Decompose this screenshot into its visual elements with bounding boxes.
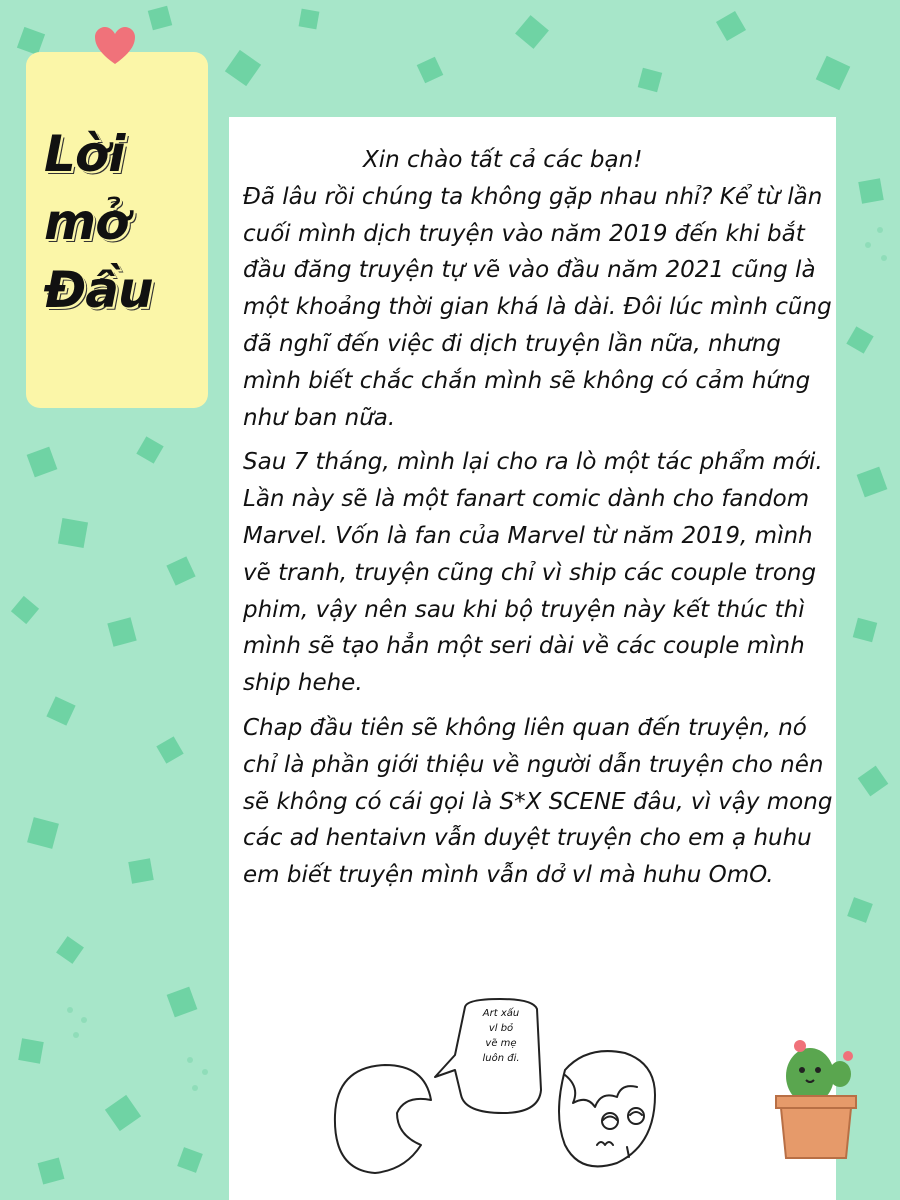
heading-line-2: mở <box>44 193 129 251</box>
letter-paragraph-3: Chap đầu tiên sẽ không liên quan đến truyện, nó chỉ là phần giới thiệu về người dẫn truyện cho nên sẽ không có cái gọi là S*X SCENE đâu, vì vậy mong các ad hentaivn vẫn duyệt truyện cho em ạ huhu em biết truyện mình vẫn dở vl mà huhu OmO. <box>243 714 833 889</box>
cactus-pot-icon <box>770 1036 865 1162</box>
letter-paragraph-1: Đã lâu rồi chúng ta không gặp nhau nhỉ? Kể từ lần cuối mình dịch truyện vào năm 2019 đến khi bắt đầu đăng truyện tự vẽ vào đầu năm 2021 cũng là một khoảng thời gian khá là dài. Đôi lúc mình cũng đã nghĩ đến việc đi dịch truyện lần nữa, nhưng mình biết chắc chắn mình sẽ không có cảm hứng như ban nữa. <box>243 183 832 431</box>
heart-icon <box>91 22 139 70</box>
page-heading <box>44 120 194 324</box>
letter-paragraph-2: Sau 7 tháng, mình lại cho ra lò một tác phẩm mới. Lần này sẽ là một fanart comic dành cho fandom Marvel. Vốn là fan của Marvel từ năm 2019, mình vẽ tranh, truyện cũng chỉ vì ship các couple trong phim, vậy nên sau khi bộ truyện này kết thúc thì mình sẽ tạo hẳn một seri dài về các couple mình ship hehe. <box>243 449 823 697</box>
heading-line-3: Đầu <box>44 261 153 319</box>
speech-bubble-text: Art xấu vl bỏ vẽ mẹ luôn đi. <box>482 1008 520 1064</box>
letter-greeting: Xin chào tất cả các bạn! <box>363 147 643 173</box>
heading-line-1: Lời <box>44 125 125 183</box>
letter-body <box>243 142 833 902</box>
